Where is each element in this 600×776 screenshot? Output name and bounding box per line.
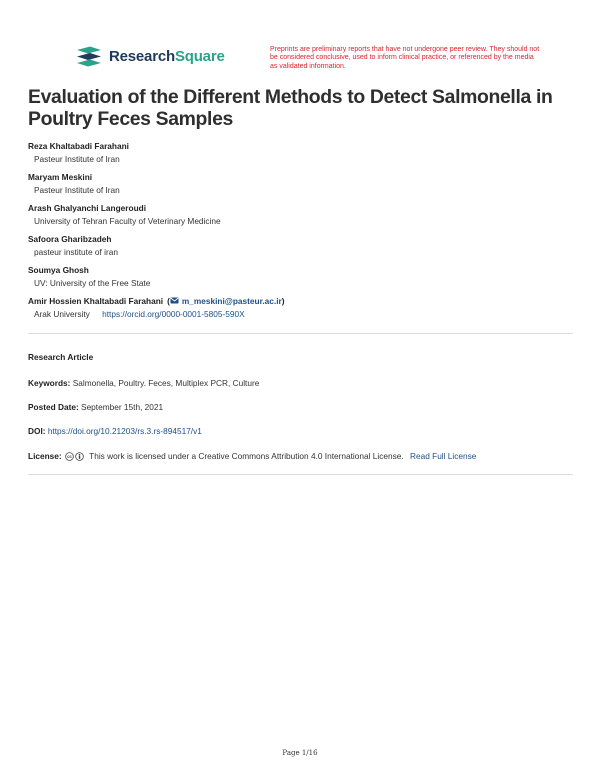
preprint-disclaimer: Preprints are preliminary reports that have not undergone peer review. They should not be considered conclusive, used to inform clinical practice, or referenced by the media as validated information. [270, 46, 540, 70]
keywords-value: Salmonella, Poultry. Feces, Multiplex PCR, Culture [72, 378, 260, 388]
paper-title: Evaluation of the Different Methods to Detect Salmonella in Poultry Feces Samples [28, 86, 553, 130]
author-name: Soumya Ghosh [28, 265, 89, 275]
posted-date-line [28, 401, 573, 413]
keywords-label: Keywords: [28, 378, 71, 388]
article-type: Research Article [28, 352, 94, 362]
research-square-logo[interactable] [76, 46, 225, 67]
section-divider [28, 333, 573, 334]
author-list [28, 140, 573, 326]
open-paren: ( [167, 296, 170, 306]
keywords-line [28, 377, 573, 389]
page-header [76, 44, 546, 76]
corresponding-author-line [28, 295, 573, 308]
corresponding-author-entry [28, 295, 573, 326]
cc-icon [65, 452, 74, 461]
author-entry [28, 202, 573, 233]
by-icon [75, 452, 84, 461]
author-affiliation: Pasteur Institute of Iran [34, 185, 120, 195]
posted-date-label: Posted Date: [28, 402, 79, 412]
orcid-link[interactable]: https://orcid.org/0000-0001-5805-590X [102, 309, 245, 319]
author-name: Arash Ghalyanchi Langeroudi [28, 203, 147, 213]
author-affiliation: Arak University [34, 309, 90, 319]
cc-license-icons [65, 452, 85, 461]
close-paren: ) [281, 296, 285, 306]
read-full-license-link[interactable]: Read Full License [409, 451, 477, 461]
author-affiliation: UV: University of the Free State [34, 278, 151, 288]
logo-word-research: Research [109, 47, 175, 65]
author-entry [28, 233, 573, 264]
license-text: This work is licensed under a Creative Commons Attribution 4.0 International License. [89, 451, 404, 461]
author-name: Amir Hossien Khaltabadi Farahani [28, 296, 164, 306]
svg-text:cc: cc [67, 454, 72, 460]
author-entry [28, 171, 573, 202]
posted-date-value: September 15th, 2021 [81, 402, 164, 412]
envelope-icon [170, 295, 179, 308]
logo-word-square: Square [174, 47, 225, 65]
license-label: License: [28, 451, 62, 461]
author-email-group [167, 295, 284, 308]
author-email-link[interactable]: m_meskini@pasteur.ac.ir [181, 296, 282, 306]
doi-label: DOI: [28, 426, 46, 436]
author-affiliation: University of Tehran Faculty of Veterinary Medicine [34, 216, 221, 226]
doi-link[interactable]: https://doi.org/10.21203/rs.3.rs-894517/v1 [47, 426, 202, 436]
doi-line [28, 425, 573, 437]
section-divider [28, 474, 573, 475]
logo-text [109, 47, 225, 67]
license-line [28, 450, 573, 462]
author-name: Reza Khaltabadi Farahani [28, 141, 129, 151]
author-affiliation: Pasteur Institute of Iran [34, 154, 120, 164]
author-affiliation: pasteur institute of iran [34, 247, 118, 257]
research-square-logo-icon [76, 46, 102, 67]
author-affiliation-line [28, 308, 573, 321]
author-name: Maryam Meskini [28, 172, 93, 182]
page-number: Page 1/16 [282, 749, 318, 757]
author-entry [28, 140, 573, 171]
author-entry [28, 264, 573, 295]
author-name: Safoora Gharibzadeh [28, 234, 112, 244]
